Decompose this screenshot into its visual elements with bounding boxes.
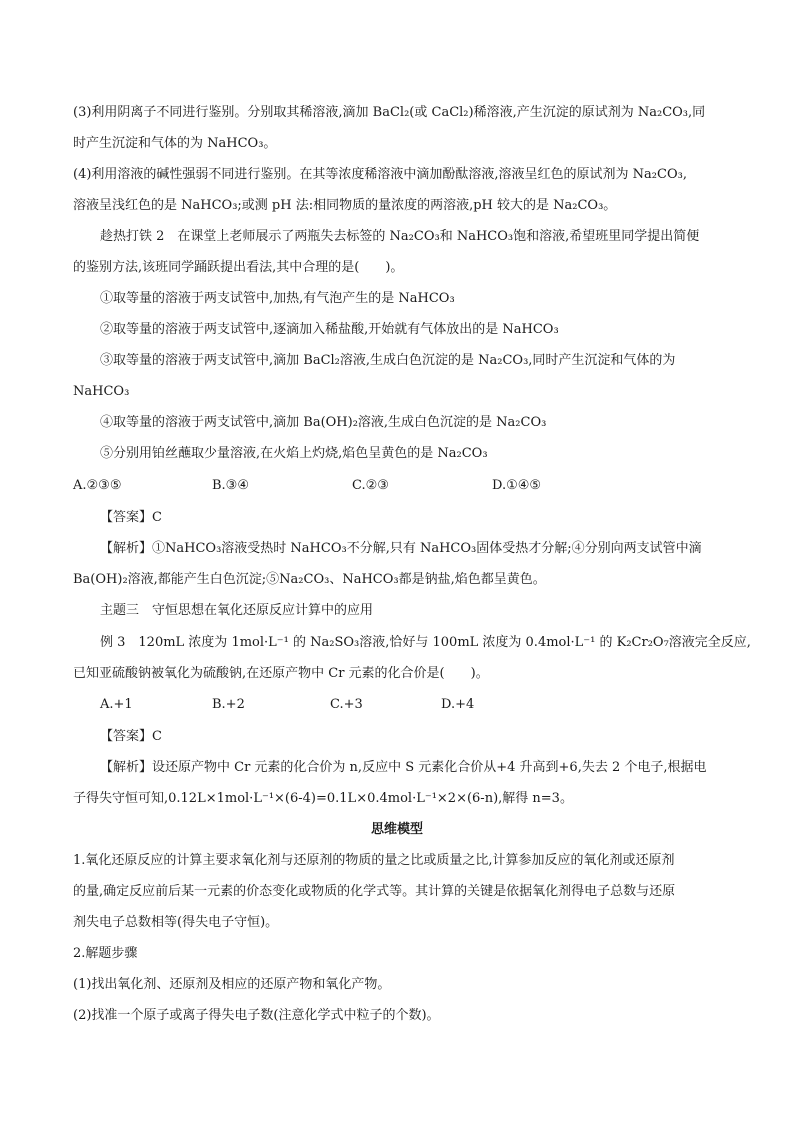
example-stem: 已知亚硫酸钠被氧化为硫酸钠,在还原产物中 Cr 元素的化合价是( )。 [73,666,489,681]
option-a: A.②③⑤ [73,478,122,493]
statement-item: ②取等量的溶液于两支试管中,逐滴加入稀盐酸,开始就有气体放出的是 NaHCO₃ [100,322,559,337]
option-d: D.+4 [441,697,475,712]
option-b: B.③④ [212,478,249,493]
statement-item: ①取等量的溶液于两支试管中,加热,有气泡产生的是 NaHCO₃ [100,291,455,306]
explanation-line: 【解析】设还原产物中 Cr 元素的化合价为 n,反应中 S 元素化合价从+4 升高到+6,失去 2 个电子,根据电 [100,760,707,775]
paragraph-line: 剂失电子总数相等(得失电子守恒)。 [73,915,279,930]
topic-heading: 主题三 守恒思想在氧化还原反应计算中的应用 [100,603,374,618]
option-d: D.①④⑤ [492,478,542,493]
paragraph-line: 溶液呈浅红色的是 NaHCO₃;或测 pH 法:相同物质的量浓度的两溶液,pH 较大的是 Na₂CO₃。 [73,198,617,213]
question-stem: 趁热打铁 2 在课堂上老师展示了两瓶失去标签的 Na₂CO₃和 NaHCO₃饱和溶液,希望班里同学提出简便 [100,229,700,244]
explanation-line: Ba(OH)₂溶液,都能产生白色沉淀;⑤Na₂CO₃、NaHCO₃都是钠盐,焰色都呈黄色。 [73,572,546,587]
option-c: C.②③ [352,478,389,493]
paragraph-line: (4)利用溶液的碱性强弱不同进行鉴别。在其等浓度稀溶液中滴加酚酞溶液,溶液呈红色的原试剂为 Na₂CO₃, [73,167,687,182]
paragraph-line: (3)利用阴离子不同进行鉴别。分别取其稀溶液,滴加 BaCl₂(或 CaCl₂)稀溶液,产生沉淀的原试剂为 Na₂CO₃,同 [73,105,706,120]
paragraph-line: 1.氧化还原反应的计算主要求氧化剂与还原剂的物质的量之比或质量之比,计算参加反应的氧化剂或还原剂 [73,853,675,868]
example-stem: 例 3 120mL 浓度为 1mol·L⁻¹ 的 Na₂SO₃溶液,恰好与 100mL 浓度为 0.4mol·L⁻¹ 的 K₂Cr₂O₇溶液完全反应, [100,635,751,650]
section-title: 思维模型 [370,822,423,837]
statement-item: ⑤分别用铂丝蘸取少量溶液,在火焰上灼烧,焰色呈黄色的是 Na₂CO₃ [100,446,488,461]
explanation-line: 子得失守恒可知,0.12L×1mol·L⁻¹×(6-4)=0.1L×0.4mol·L⁻¹×2×(6-n),解得 n=3。 [73,791,573,806]
answer-line: 【答案】C [100,510,162,525]
paragraph-line: (2)找准一个原子或离子得失电子数(注意化学式中粒子的个数)。 [73,1008,440,1023]
explanation-line: 【解析】①NaHCO₃溶液受热时 NaHCO₃不分解,只有 NaHCO₃固体受热才分解;④分别向两支试管中滴 [100,541,702,556]
paragraph-line: 2.解题步骤 [73,946,138,961]
question-stem: 的鉴别方法,该班同学踊跃提出看法,其中合理的是( )。 [73,260,404,275]
option-b: B.+2 [212,697,245,712]
option-c: C.+3 [330,697,363,712]
statement-item: NaHCO₃ [73,384,130,399]
option-a: A.+1 [100,697,133,712]
paragraph-line: 时产生沉淀和气体的为 NaHCO₃。 [73,136,277,151]
statement-item: ④取等量的溶液于两支试管中,滴加 Ba(OH)₂溶液,生成白色沉淀的是 Na₂CO₃ [100,415,547,430]
statement-item: ③取等量的溶液于两支试管中,滴加 BaCl₂溶液,生成白色沉淀的是 Na₂CO₃,同时产生沉淀和气体的为 [100,353,676,368]
paragraph-line: (1)找出氧化剂、还原剂及相应的还原产物和氧化产物。 [73,977,391,992]
answer-line: 【答案】C [100,729,162,744]
paragraph-line: 的量,确定反应前后某一元素的价态变化或物质的化学式等。其计算的关键是依据氧化剂得电子总数与还原 [73,884,676,899]
